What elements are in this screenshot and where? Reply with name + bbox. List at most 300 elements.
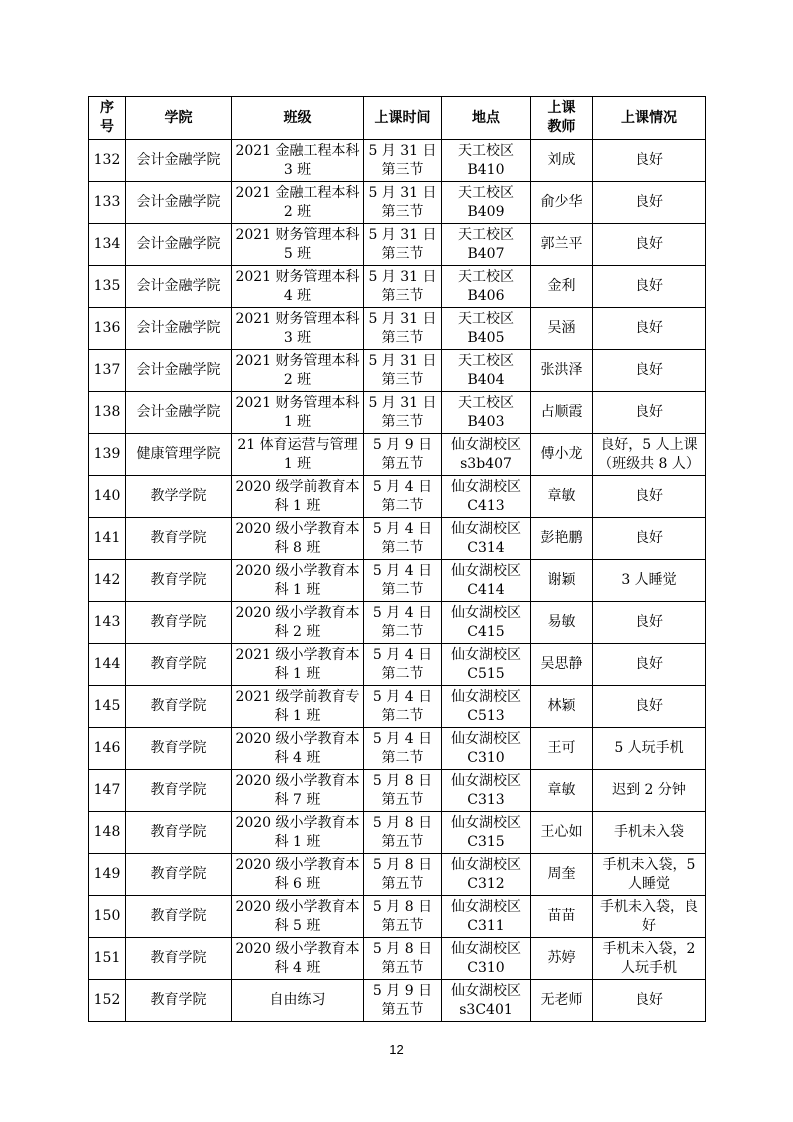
cell-class xyxy=(232,938,364,980)
cell-time-line: 5 月 8 日 xyxy=(372,772,433,789)
cell-place-line: 仙女湖校区 xyxy=(451,478,521,495)
cell-status-line: 良好 xyxy=(635,698,663,714)
cell-place-line: 天工校区 xyxy=(458,352,514,369)
cell-place-line: C310 xyxy=(467,749,505,766)
cell-place-line: 仙女湖校区 xyxy=(451,772,521,789)
cell-time-line: 5 月 31 日 xyxy=(368,310,437,327)
cell-time-line: 5 月 4 日 xyxy=(372,688,433,705)
cell-college: 会计金融学院 xyxy=(126,224,232,266)
cell-seq: 152 xyxy=(89,980,126,1022)
cell-place xyxy=(442,224,531,266)
cell-college: 会计金融学院 xyxy=(126,350,232,392)
cell-class-line: 科 2 班 xyxy=(274,623,321,640)
table-row xyxy=(89,182,706,224)
cell-time-line: 5 月 31 日 xyxy=(368,352,437,369)
cell-place-line: C513 xyxy=(467,707,505,724)
cell-class-line: 2021 财务管理本科 xyxy=(235,310,360,327)
cell-seq: 144 xyxy=(89,644,126,686)
cell-status-line: 良好 xyxy=(635,320,663,336)
cell-time-line: 第二节 xyxy=(381,581,424,598)
cell-time xyxy=(364,476,442,518)
cell-time-line: 第二节 xyxy=(381,497,424,514)
cell-time-line: 第三节 xyxy=(381,203,424,220)
cell-place-line: 仙女湖校区 xyxy=(451,898,521,915)
cell-teacher: 金利 xyxy=(531,266,593,308)
cell-seq: 149 xyxy=(89,854,126,896)
cell-time-line: 第五节 xyxy=(381,833,424,850)
cell-class-line: 2021 金融工程本科 xyxy=(235,184,360,201)
cell-seq: 138 xyxy=(89,392,126,434)
table-row xyxy=(89,224,706,266)
cell-seq: 151 xyxy=(89,938,126,980)
cell-time xyxy=(364,812,442,854)
cell-class-line: 2020 级小学教育本 xyxy=(235,772,360,789)
cell-time-line: 5 月 9 日 xyxy=(372,982,433,999)
cell-college: 教育学院 xyxy=(126,560,232,602)
cell-class-line: 2021 财务管理本科 xyxy=(235,394,360,411)
cell-place xyxy=(442,980,531,1022)
cell-place-line: 天工校区 xyxy=(458,226,514,243)
cell-class xyxy=(232,266,364,308)
cell-status-line: 手机未入袋，2 xyxy=(602,940,696,957)
cell-status-line: 手机未入袋 xyxy=(614,824,684,840)
cell-class-line: 2021 级学前教育专 xyxy=(235,688,360,705)
cell-college: 教育学院 xyxy=(126,770,232,812)
cell-place-line: 仙女湖校区 xyxy=(451,982,521,999)
cell-class-line: 2020 级小学教育本 xyxy=(235,898,360,915)
cell-time-line: 5 月 9 日 xyxy=(372,436,433,453)
cell-class-line: 科 6 班 xyxy=(274,875,321,892)
cell-seq: 132 xyxy=(89,140,126,182)
cell-place-line: C312 xyxy=(467,875,505,892)
cell-seq: 133 xyxy=(89,182,126,224)
cell-time xyxy=(364,350,442,392)
cell-college: 会计金融学院 xyxy=(126,392,232,434)
cell-place-line: B410 xyxy=(467,161,505,178)
header-class: 班级 xyxy=(232,97,364,140)
header-seq: 序 号 xyxy=(89,97,126,140)
cell-status xyxy=(593,728,706,770)
cell-status xyxy=(593,140,706,182)
cell-time xyxy=(364,308,442,350)
cell-status xyxy=(593,602,706,644)
cell-status-line: 良好 xyxy=(635,530,663,546)
table-row xyxy=(89,644,706,686)
cell-time-line: 第三节 xyxy=(381,287,424,304)
cell-place-line: 天工校区 xyxy=(458,394,514,411)
cell-teacher: 林颖 xyxy=(531,686,593,728)
cell-status xyxy=(593,182,706,224)
cell-teacher: 苗苗 xyxy=(531,896,593,938)
cell-time xyxy=(364,770,442,812)
table-row xyxy=(89,140,706,182)
cell-class-line: 2020 级小学教育本 xyxy=(235,520,360,537)
cell-time xyxy=(364,518,442,560)
cell-place xyxy=(442,476,531,518)
cell-status-line: 良好 xyxy=(635,278,663,294)
table-row xyxy=(89,770,706,812)
cell-place xyxy=(442,392,531,434)
cell-status xyxy=(593,350,706,392)
cell-status xyxy=(593,686,706,728)
cell-status-line: 良好 xyxy=(635,992,663,1008)
cell-class-line: 2020 级学前教育本 xyxy=(235,478,360,495)
cell-time xyxy=(364,392,442,434)
header-time: 上课时间 xyxy=(364,97,442,140)
cell-place xyxy=(442,602,531,644)
cell-place xyxy=(442,644,531,686)
cell-status xyxy=(593,392,706,434)
cell-place xyxy=(442,140,531,182)
cell-place-line: C415 xyxy=(467,623,505,640)
cell-time-line: 第二节 xyxy=(381,665,424,682)
cell-seq: 140 xyxy=(89,476,126,518)
cell-college: 教育学院 xyxy=(126,812,232,854)
cell-time-line: 第二节 xyxy=(381,707,424,724)
cell-status-line: 良好 xyxy=(635,194,663,210)
cell-time xyxy=(364,938,442,980)
cell-place xyxy=(442,896,531,938)
cell-teacher: 吴涵 xyxy=(531,308,593,350)
cell-college: 教育学院 xyxy=(126,854,232,896)
cell-place-line: 天工校区 xyxy=(458,142,514,159)
cell-status-line: 良好，5 人上课 xyxy=(600,436,698,453)
cell-status-line: 好 xyxy=(642,917,656,934)
cell-class-line: 科 1 班 xyxy=(274,497,321,514)
cell-place xyxy=(442,728,531,770)
cell-seq: 141 xyxy=(89,518,126,560)
cell-status-line: 良好 xyxy=(635,614,663,630)
cell-class xyxy=(232,980,364,1022)
cell-class-line: 3 班 xyxy=(283,161,312,178)
table-row xyxy=(89,476,706,518)
cell-place-line: B406 xyxy=(467,287,505,304)
cell-college: 会计金融学院 xyxy=(126,182,232,224)
cell-place-line: C310 xyxy=(467,959,505,976)
cell-place-line: 仙女湖校区 xyxy=(451,730,521,747)
header-row xyxy=(89,97,706,140)
cell-college: 教育学院 xyxy=(126,980,232,1022)
cell-place-line: C311 xyxy=(467,917,505,934)
cell-place xyxy=(442,182,531,224)
cell-class xyxy=(232,476,364,518)
cell-place-line: 仙女湖校区 xyxy=(451,814,521,831)
cell-class xyxy=(232,182,364,224)
table-body xyxy=(89,140,706,1022)
cell-time xyxy=(364,560,442,602)
cell-place-line: 天工校区 xyxy=(458,310,514,327)
cell-college: 教学学院 xyxy=(126,476,232,518)
cell-seq: 145 xyxy=(89,686,126,728)
cell-status xyxy=(593,644,706,686)
cell-class-line: 科 1 班 xyxy=(274,665,321,682)
cell-status-line: 良好 xyxy=(635,152,663,168)
table-row xyxy=(89,980,706,1022)
cell-status xyxy=(593,854,706,896)
cell-class-line: 2021 财务管理本科 xyxy=(235,226,360,243)
cell-time-line: 5 月 8 日 xyxy=(372,898,433,915)
cell-time-line: 第五节 xyxy=(381,959,424,976)
cell-status-line: 良好 xyxy=(635,488,663,504)
cell-time-line: 5 月 31 日 xyxy=(368,226,437,243)
cell-status xyxy=(593,308,706,350)
cell-class-line: 科 5 班 xyxy=(274,917,321,934)
cell-teacher: 郭兰平 xyxy=(531,224,593,266)
cell-time-line: 5 月 4 日 xyxy=(372,520,433,537)
cell-class xyxy=(232,140,364,182)
cell-place-line: 仙女湖校区 xyxy=(451,520,521,537)
cell-place-line: 仙女湖校区 xyxy=(451,436,521,453)
table-row xyxy=(89,812,706,854)
cell-teacher: 占顺霞 xyxy=(531,392,593,434)
cell-teacher: 吴思静 xyxy=(531,644,593,686)
cell-time-line: 5 月 4 日 xyxy=(372,646,433,663)
cell-place-line: B404 xyxy=(467,371,505,388)
cell-status-line: 良好 xyxy=(635,404,663,420)
cell-place xyxy=(442,854,531,896)
cell-seq: 146 xyxy=(89,728,126,770)
table-row xyxy=(89,854,706,896)
cell-time-line: 第二节 xyxy=(381,749,424,766)
cell-class xyxy=(232,434,364,476)
cell-class xyxy=(232,224,364,266)
cell-college: 健康管理学院 xyxy=(126,434,232,476)
cell-status xyxy=(593,266,706,308)
cell-teacher: 王可 xyxy=(531,728,593,770)
cell-status xyxy=(593,812,706,854)
cell-class-line: 4 班 xyxy=(283,287,312,304)
cell-seq: 136 xyxy=(89,308,126,350)
cell-college: 教育学院 xyxy=(126,938,232,980)
cell-class-line: 科 4 班 xyxy=(274,959,321,976)
cell-time xyxy=(364,266,442,308)
cell-time-line: 5 月 8 日 xyxy=(372,856,433,873)
cell-time-line: 5 月 4 日 xyxy=(372,730,433,747)
cell-place xyxy=(442,686,531,728)
cell-seq: 150 xyxy=(89,896,126,938)
cell-time-line: 第五节 xyxy=(381,791,424,808)
cell-status-line: 良好 xyxy=(635,362,663,378)
cell-class xyxy=(232,308,364,350)
cell-class-line: 科 7 班 xyxy=(274,791,321,808)
cell-teacher: 刘成 xyxy=(531,140,593,182)
cell-status-line: 人玩手机 xyxy=(621,959,677,976)
cell-status-line: 手机未入袋，良 xyxy=(600,898,698,915)
cell-class-line: 5 班 xyxy=(283,245,312,262)
cell-place xyxy=(442,350,531,392)
cell-status-line: 3 人睡觉 xyxy=(621,572,677,588)
cell-class xyxy=(232,812,364,854)
cell-place-line: 仙女湖校区 xyxy=(451,604,521,621)
table-row xyxy=(89,308,706,350)
cell-class xyxy=(232,854,364,896)
cell-class xyxy=(232,602,364,644)
cell-status xyxy=(593,560,706,602)
cell-time-line: 第二节 xyxy=(381,623,424,640)
cell-class xyxy=(232,896,364,938)
table-row xyxy=(89,266,706,308)
cell-place-line: 天工校区 xyxy=(458,268,514,285)
cell-teacher: 章敏 xyxy=(531,476,593,518)
cell-college: 教育学院 xyxy=(126,518,232,560)
cell-seq: 134 xyxy=(89,224,126,266)
cell-class xyxy=(232,770,364,812)
cell-status xyxy=(593,224,706,266)
cell-place-line: 仙女湖校区 xyxy=(451,646,521,663)
cell-status-line: 5 人玩手机 xyxy=(614,740,684,756)
cell-time-line: 第三节 xyxy=(381,329,424,346)
cell-time-line: 5 月 4 日 xyxy=(372,478,433,495)
cell-teacher: 苏婷 xyxy=(531,938,593,980)
cell-place xyxy=(442,308,531,350)
cell-place-line: 仙女湖校区 xyxy=(451,856,521,873)
cell-teacher: 俞少华 xyxy=(531,182,593,224)
cell-place-line: C414 xyxy=(467,581,505,598)
cell-class-line: 2021 财务管理本科 xyxy=(235,352,360,369)
cell-college: 教育学院 xyxy=(126,728,232,770)
cell-status xyxy=(593,434,706,476)
cell-status xyxy=(593,518,706,560)
cell-time xyxy=(364,686,442,728)
class-inspection-table xyxy=(88,96,706,1022)
cell-place-line: C313 xyxy=(467,791,505,808)
cell-status xyxy=(593,770,706,812)
header-status: 上课情况 xyxy=(593,97,706,140)
cell-teacher: 谢颖 xyxy=(531,560,593,602)
cell-class-line: 1 班 xyxy=(283,413,312,430)
cell-class xyxy=(232,350,364,392)
cell-time xyxy=(364,140,442,182)
cell-time-line: 第三节 xyxy=(381,371,424,388)
cell-place-line: C515 xyxy=(467,665,505,682)
header-teacher: 上课 教师 xyxy=(531,97,593,140)
cell-time-line: 5 月 4 日 xyxy=(372,562,433,579)
cell-class-line: 科 8 班 xyxy=(274,539,321,556)
cell-place-line: C314 xyxy=(467,539,505,556)
cell-class-line: 2 班 xyxy=(283,203,312,220)
cell-seq: 137 xyxy=(89,350,126,392)
cell-class-line: 1 班 xyxy=(283,455,312,472)
cell-class-line: 2021 财务管理本科 xyxy=(235,268,360,285)
cell-class-line: 2020 级小学教育本 xyxy=(235,562,360,579)
cell-place-line: 仙女湖校区 xyxy=(451,940,521,957)
cell-teacher: 傅小龙 xyxy=(531,434,593,476)
cell-class-line: 科 1 班 xyxy=(274,707,321,724)
cell-college: 会计金融学院 xyxy=(126,266,232,308)
cell-college: 教育学院 xyxy=(126,686,232,728)
cell-teacher: 章敏 xyxy=(531,770,593,812)
cell-place xyxy=(442,770,531,812)
cell-teacher: 张洪泽 xyxy=(531,350,593,392)
cell-place-line: B407 xyxy=(467,245,505,262)
header-college: 学院 xyxy=(126,97,232,140)
cell-time-line: 第二节 xyxy=(381,539,424,556)
cell-seq: 143 xyxy=(89,602,126,644)
cell-time-line: 第五节 xyxy=(381,917,424,934)
cell-class-line: 科 4 班 xyxy=(274,749,321,766)
cell-place-line: C315 xyxy=(467,833,505,850)
cell-place-line: 天工校区 xyxy=(458,184,514,201)
cell-teacher: 易敏 xyxy=(531,602,593,644)
cell-class-line: 2020 级小学教育本 xyxy=(235,814,360,831)
cell-class-line: 21 体育运营与管理 xyxy=(237,436,358,453)
cell-college: 教育学院 xyxy=(126,602,232,644)
cell-place xyxy=(442,518,531,560)
cell-class xyxy=(232,560,364,602)
cell-class xyxy=(232,686,364,728)
cell-class-line: 2020 级小学教育本 xyxy=(235,730,360,747)
cell-status-line: 良好 xyxy=(635,236,663,252)
cell-time-line: 5 月 31 日 xyxy=(368,394,437,411)
cell-class-line: 2021 级小学教育本 xyxy=(235,646,360,663)
cell-college: 教育学院 xyxy=(126,644,232,686)
cell-class xyxy=(232,644,364,686)
cell-status xyxy=(593,938,706,980)
table-row xyxy=(89,938,706,980)
cell-time xyxy=(364,602,442,644)
cell-class-line: 自由练习 xyxy=(269,992,326,1008)
cell-place xyxy=(442,266,531,308)
cell-status xyxy=(593,980,706,1022)
cell-college: 会计金融学院 xyxy=(126,308,232,350)
header-place: 地点 xyxy=(442,97,531,140)
cell-seq: 148 xyxy=(89,812,126,854)
cell-time-line: 5 月 31 日 xyxy=(368,142,437,159)
cell-time-line: 5 月 4 日 xyxy=(372,604,433,621)
cell-status-line: 手机未入袋，5 xyxy=(602,856,696,873)
cell-seq: 135 xyxy=(89,266,126,308)
table-row xyxy=(89,686,706,728)
cell-time-line: 第三节 xyxy=(381,413,424,430)
cell-seq: 139 xyxy=(89,434,126,476)
cell-class-line: 2021 金融工程本科 xyxy=(235,142,360,159)
cell-time xyxy=(364,980,442,1022)
cell-place-line: s3C401 xyxy=(459,1001,513,1018)
cell-time xyxy=(364,182,442,224)
cell-status-line: （班级共 8 人） xyxy=(598,455,700,472)
cell-status-line: 迟到 2 分钟 xyxy=(612,782,686,798)
cell-place-line: B405 xyxy=(467,329,505,346)
cell-status-line: 人睡觉 xyxy=(628,875,670,892)
cell-time-line: 5 月 31 日 xyxy=(368,184,437,201)
table-row xyxy=(89,728,706,770)
cell-time-line: 5 月 31 日 xyxy=(368,268,437,285)
cell-class-line: 2 班 xyxy=(283,371,312,388)
cell-class-line: 2020 级小学教育本 xyxy=(235,856,360,873)
cell-place-line: B409 xyxy=(467,203,505,220)
cell-time xyxy=(364,644,442,686)
cell-place xyxy=(442,812,531,854)
cell-time-line: 5 月 8 日 xyxy=(372,814,433,831)
cell-time xyxy=(364,854,442,896)
cell-class-line: 3 班 xyxy=(283,329,312,346)
cell-class-line: 2020 级小学教育本 xyxy=(235,604,360,621)
table-row xyxy=(89,434,706,476)
cell-time-line: 第五节 xyxy=(381,455,424,472)
cell-time xyxy=(364,224,442,266)
cell-class-line: 科 1 班 xyxy=(274,581,321,598)
cell-seq: 147 xyxy=(89,770,126,812)
cell-time-line: 第三节 xyxy=(381,161,424,178)
cell-time xyxy=(364,434,442,476)
cell-place-line: s3b407 xyxy=(460,455,512,472)
cell-status xyxy=(593,476,706,518)
cell-class-line: 科 1 班 xyxy=(274,833,321,850)
cell-time xyxy=(364,728,442,770)
cell-place xyxy=(442,938,531,980)
cell-time xyxy=(364,896,442,938)
table-row xyxy=(89,560,706,602)
